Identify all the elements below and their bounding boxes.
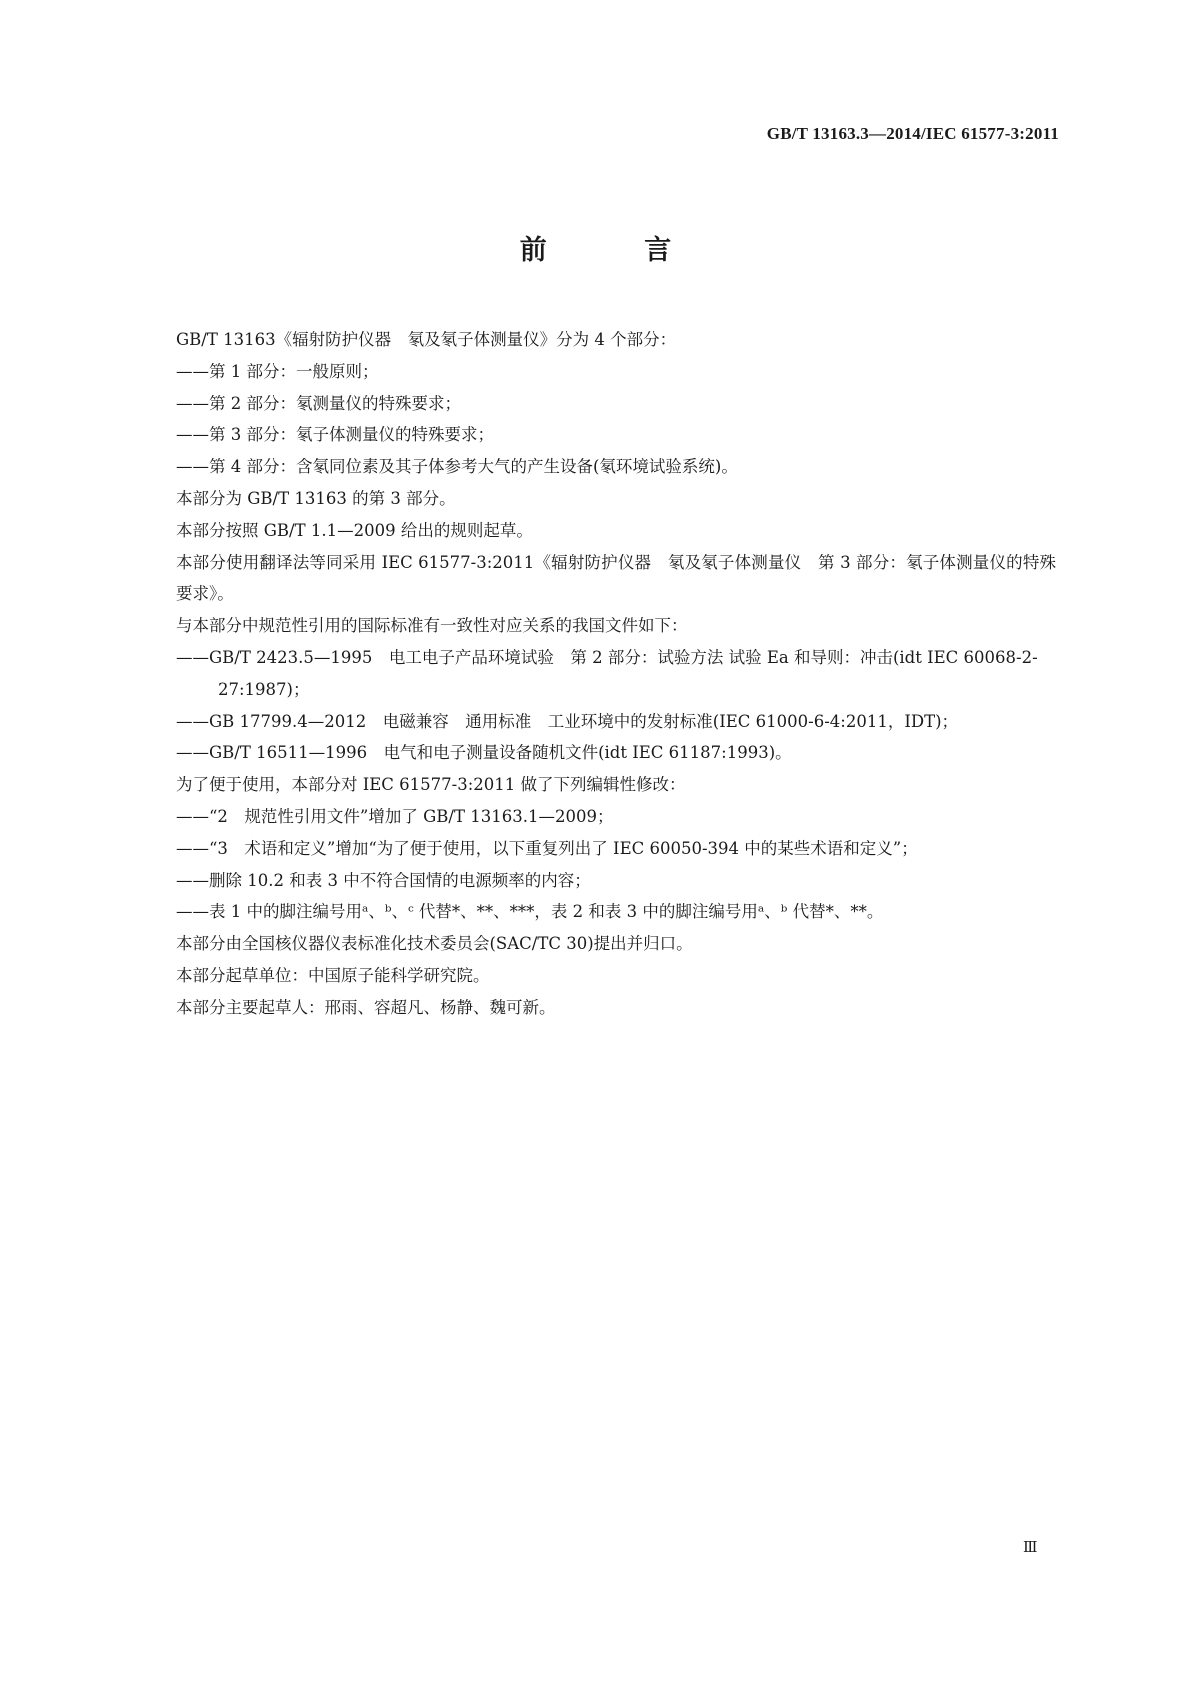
preface-body (176, 324, 1056, 1024)
list-item: ——表 1 中的脚注编号用ᵃ、ᵇ、ᶜ 代替*、**、***，表 2 和表 3 中的脚注编号用ᵃ、ᵇ 代替*、**。 (176, 902, 884, 922)
list-item: ——“3 术语和定义”增加“为了便于使用，以下重复列出了 IEC 60050-394 中的某些术语和定义”； (176, 838, 918, 858)
paragraph: 与本部分中规范性引用的国际标准有一致性对应关系的我国文件如下： (176, 616, 688, 636)
list-item: ——删除 10.2 和表 3 中不符合国情的电源频率的内容； (176, 870, 591, 890)
paragraph: 本部分主要起草人：邢雨、容超凡、杨静、魏可新。 (176, 997, 556, 1017)
paragraph: 本部分为 GB/T 13163 的第 3 部分。 (176, 488, 456, 508)
list-item: ——第 1 部分：一般原则； (176, 361, 379, 381)
paragraph: 为了便于使用，本部分对 IEC 61577-3:2011 做了下列编辑性修改： (176, 775, 686, 795)
list-item: ——第 2 部分：氡测量仪的特殊要求； (176, 393, 461, 413)
page-number: Ⅲ (1023, 1538, 1038, 1556)
list-item: ——第 3 部分：氡子体测量仪的特殊要求； (176, 425, 494, 445)
paragraph: 本部分按照 GB/T 1.1—2009 给出的规则起草。 (176, 520, 533, 540)
paragraph: 本部分使用翻译法等同采用 IEC 61577-3:2011《辐射防护仪器 氡及氡子体测量仪 第 3 部分：氡子体测量仪的特殊要求》。 (176, 552, 1056, 604)
list-item: ——GB 17799.4—2012 电磁兼容 通用标准 工业环境中的发射标准(IEC 61000-6-4:2011，IDT)； (176, 711, 959, 731)
paragraph: GB/T 13163《辐射防护仪器 氡及氡子体测量仪》分为 4 个部分： (176, 330, 677, 349)
list-item: ——第 4 部分：含氡同位素及其子体参考大气的产生设备(氡环境试验系统)。 (176, 457, 738, 477)
paragraph: 本部分由全国核仪器仪表标准化技术委员会(SAC/TC 30)提出并归口。 (176, 934, 693, 954)
list-item: ——GB/T 16511—1996 电气和电子测量设备随机文件(idt IEC 61187:1993)。 (176, 743, 792, 763)
list-item: ——“2 规范性引用文件”增加了 GB/T 13163.1—2009； (176, 806, 614, 826)
document-header: GB/T 13163.3—2014/IEC 61577-3:2011 (766, 124, 1059, 143)
page-title: 前 言 (519, 235, 716, 266)
list-item: ——GB/T 2423.5—1995 电工电子产品环境试验 第 2 部分：试验方法 试验 Ea 和导则：冲击(idt IEC 60068-2-27:1987)； (176, 647, 1038, 699)
paragraph: 本部分起草单位：中国原子能科学研究院。 (176, 965, 490, 985)
